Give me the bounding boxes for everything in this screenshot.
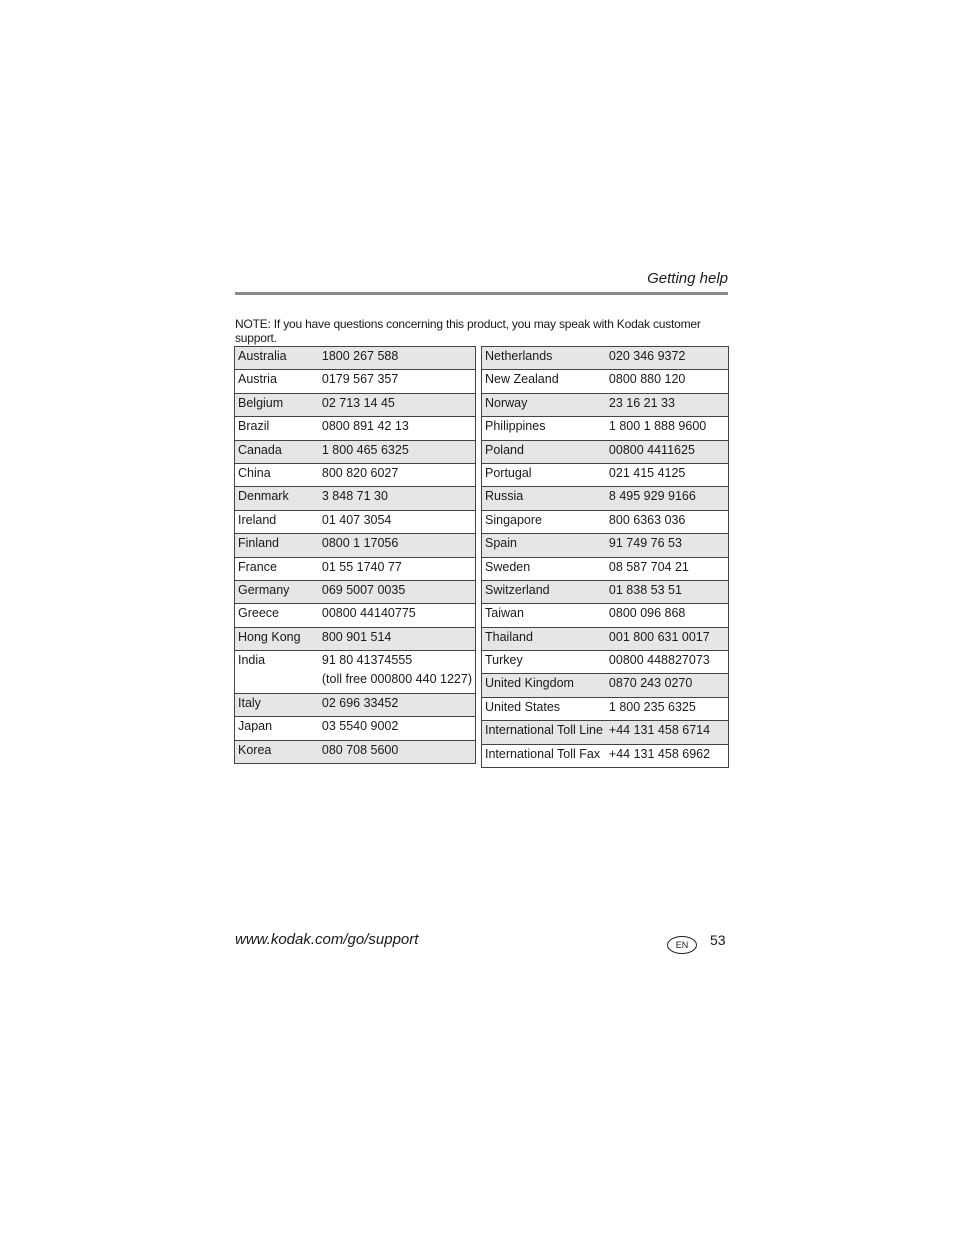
country-cell: Ireland xyxy=(235,510,319,533)
table-row xyxy=(235,651,476,694)
table-row xyxy=(482,627,729,650)
phone-number: 1 800 235 6325 xyxy=(608,699,696,714)
phone-number: 00800 44140775 xyxy=(321,606,416,621)
table-row xyxy=(482,651,729,674)
phone-number: 08 587 704 21 xyxy=(608,559,689,574)
phone-number: 069 5007 0035 xyxy=(321,582,406,597)
phone-table-right xyxy=(481,346,729,768)
phone-number: 00800 448827073 xyxy=(608,653,710,668)
table-row xyxy=(482,487,729,510)
phone-number-cell xyxy=(606,651,729,674)
country-cell: Canada xyxy=(235,440,319,463)
phone-number-cell xyxy=(319,463,476,486)
phone-number-cell xyxy=(606,580,729,603)
table-row xyxy=(235,627,476,650)
phone-number-cell xyxy=(319,417,476,440)
phone-number-cell xyxy=(319,370,476,393)
table-row xyxy=(482,580,729,603)
phone-number: 0870 243 0270 xyxy=(608,676,693,691)
table-row xyxy=(482,674,729,697)
country-cell: Hong Kong xyxy=(235,627,319,650)
country-cell: Germany xyxy=(235,580,319,603)
phone-number: 020 346 9372 xyxy=(608,349,686,363)
phone-number: 800 820 6027 xyxy=(321,465,399,480)
phone-number-cell xyxy=(606,534,729,557)
table-row xyxy=(482,347,729,370)
phone-number-cell xyxy=(606,463,729,486)
phone-number-cell xyxy=(319,557,476,580)
phone-number-cell xyxy=(319,740,476,763)
table-row xyxy=(235,534,476,557)
phone-number: 1800 267 588 xyxy=(321,349,399,363)
country-cell: Switzerland xyxy=(482,580,606,603)
phone-number: 01 55 1740 77 xyxy=(321,559,402,574)
phone-number: 01 407 3054 xyxy=(321,512,392,527)
country-cell: United States xyxy=(482,697,606,720)
country-cell: Belgium xyxy=(235,393,319,416)
phone-number-cell xyxy=(319,694,476,717)
country-cell: Austria xyxy=(235,370,319,393)
country-cell: Australia xyxy=(235,347,319,370)
phone-number: 800 901 514 xyxy=(321,629,392,644)
phone-number: 91 749 76 53 xyxy=(608,536,682,551)
phone-number-cell xyxy=(606,417,729,440)
phone-number-note: (toll free 000800 440 1227) xyxy=(321,672,472,687)
phone-number-cell xyxy=(606,557,729,580)
table-row xyxy=(235,557,476,580)
country-cell: Finland xyxy=(235,534,319,557)
phone-number: 03 5540 9002 xyxy=(321,719,399,734)
table-row xyxy=(482,440,729,463)
phone-number-cell xyxy=(606,674,729,697)
country-cell: Poland xyxy=(482,440,606,463)
phone-number: 0179 567 357 xyxy=(321,372,399,387)
table-row xyxy=(235,694,476,717)
table-row xyxy=(482,510,729,533)
country-cell: Greece xyxy=(235,604,319,627)
table-row xyxy=(235,347,476,370)
country-cell: Singapore xyxy=(482,510,606,533)
country-cell: India xyxy=(235,651,319,694)
table-row xyxy=(482,393,729,416)
table-row xyxy=(235,604,476,627)
phone-number-cell xyxy=(319,651,476,694)
phone-number-cell xyxy=(606,510,729,533)
phone-number-cell xyxy=(319,717,476,740)
phone-number: 91 80 41374555 xyxy=(321,653,413,668)
country-cell: China xyxy=(235,463,319,486)
phone-number-cell xyxy=(606,604,729,627)
table-row xyxy=(235,440,476,463)
phone-number: +44 131 458 6714 xyxy=(608,723,711,738)
country-cell: New Zealand xyxy=(482,370,606,393)
phone-number-cell xyxy=(319,604,476,627)
support-url-link[interactable]: www.kodak.com/go/support xyxy=(235,931,419,948)
country-cell: Sweden xyxy=(482,557,606,580)
phone-number-cell xyxy=(319,627,476,650)
phone-number: 02 713 14 45 xyxy=(321,395,395,410)
country-cell: Norway xyxy=(482,393,606,416)
phone-number: 00800 4411625 xyxy=(608,442,695,457)
table-row xyxy=(482,417,729,440)
phone-number-cell xyxy=(319,487,476,510)
table-row xyxy=(482,604,729,627)
country-cell: Thailand xyxy=(482,627,606,650)
country-cell: International Toll Fax xyxy=(482,744,606,767)
phone-number-cell xyxy=(319,534,476,557)
country-cell: Brazil xyxy=(235,417,319,440)
table-row xyxy=(235,370,476,393)
table-row xyxy=(235,417,476,440)
phone-number-cell xyxy=(319,580,476,603)
phone-number: 1 800 1 888 9600 xyxy=(608,419,707,434)
phone-table-left xyxy=(234,346,476,764)
phone-number: 02 696 33452 xyxy=(321,696,399,711)
phone-number: 0800 1 17056 xyxy=(321,536,399,551)
table-row xyxy=(235,740,476,763)
phone-number: 1 800 465 6325 xyxy=(321,442,409,457)
table-row xyxy=(482,721,729,744)
table-row xyxy=(235,393,476,416)
page-header-title: Getting help xyxy=(647,270,728,287)
country-cell: Denmark xyxy=(235,487,319,510)
country-cell: Netherlands xyxy=(482,347,606,370)
country-cell: Taiwan xyxy=(482,604,606,627)
table-row xyxy=(482,370,729,393)
phone-number-cell xyxy=(319,440,476,463)
phone-number-cell xyxy=(606,487,729,510)
table-row xyxy=(482,463,729,486)
phone-number: 01 838 53 51 xyxy=(608,582,682,597)
country-cell: France xyxy=(235,557,319,580)
country-cell: Japan xyxy=(235,717,319,740)
page-number: 53 xyxy=(710,932,726,948)
phone-number-cell xyxy=(606,627,729,650)
phone-number: 0800 891 42 13 xyxy=(321,419,409,434)
phone-number: 001 800 631 0017 xyxy=(608,629,710,644)
table-row xyxy=(235,463,476,486)
header-rule xyxy=(235,292,728,295)
phone-number-cell xyxy=(606,370,729,393)
table-row xyxy=(235,510,476,533)
table-row xyxy=(235,580,476,603)
phone-number-cell xyxy=(606,744,729,767)
table-row xyxy=(235,717,476,740)
phone-number-cell xyxy=(319,347,476,370)
phone-number: 021 415 4125 xyxy=(608,465,686,480)
country-cell: Korea xyxy=(235,740,319,763)
phone-number-cell xyxy=(319,510,476,533)
phone-number-cell xyxy=(606,347,729,370)
phone-number: 3 848 71 30 xyxy=(321,489,388,504)
country-cell: Russia xyxy=(482,487,606,510)
phone-number: 080 708 5600 xyxy=(321,742,399,757)
table-row xyxy=(482,697,729,720)
country-cell: Portugal xyxy=(482,463,606,486)
table-row xyxy=(482,534,729,557)
table-row xyxy=(482,744,729,767)
phone-number: 0800 096 868 xyxy=(608,606,686,621)
phone-number-cell xyxy=(606,393,729,416)
phone-number-cell xyxy=(606,697,729,720)
phone-number: 23 16 21 33 xyxy=(608,395,675,410)
country-cell: Turkey xyxy=(482,651,606,674)
language-badge: EN xyxy=(667,936,697,954)
phone-number: +44 131 458 6962 xyxy=(608,746,711,761)
table-row xyxy=(235,487,476,510)
country-cell: Philippines xyxy=(482,417,606,440)
country-cell: Italy xyxy=(235,694,319,717)
phone-number-cell xyxy=(319,393,476,416)
phone-number: 0800 880 120 xyxy=(608,372,686,387)
country-cell: Spain xyxy=(482,534,606,557)
country-cell: International Toll Line xyxy=(482,721,606,744)
country-cell: United Kingdom xyxy=(482,674,606,697)
phone-number: 8 495 929 9166 xyxy=(608,489,696,504)
support-note: NOTE: If you have questions concerning this product, you may speak with Kodak customer support. xyxy=(235,317,701,345)
table-row xyxy=(482,557,729,580)
phone-number: 800 6363 036 xyxy=(608,512,686,527)
phone-number-cell xyxy=(606,721,729,744)
phone-number-cell xyxy=(606,440,729,463)
